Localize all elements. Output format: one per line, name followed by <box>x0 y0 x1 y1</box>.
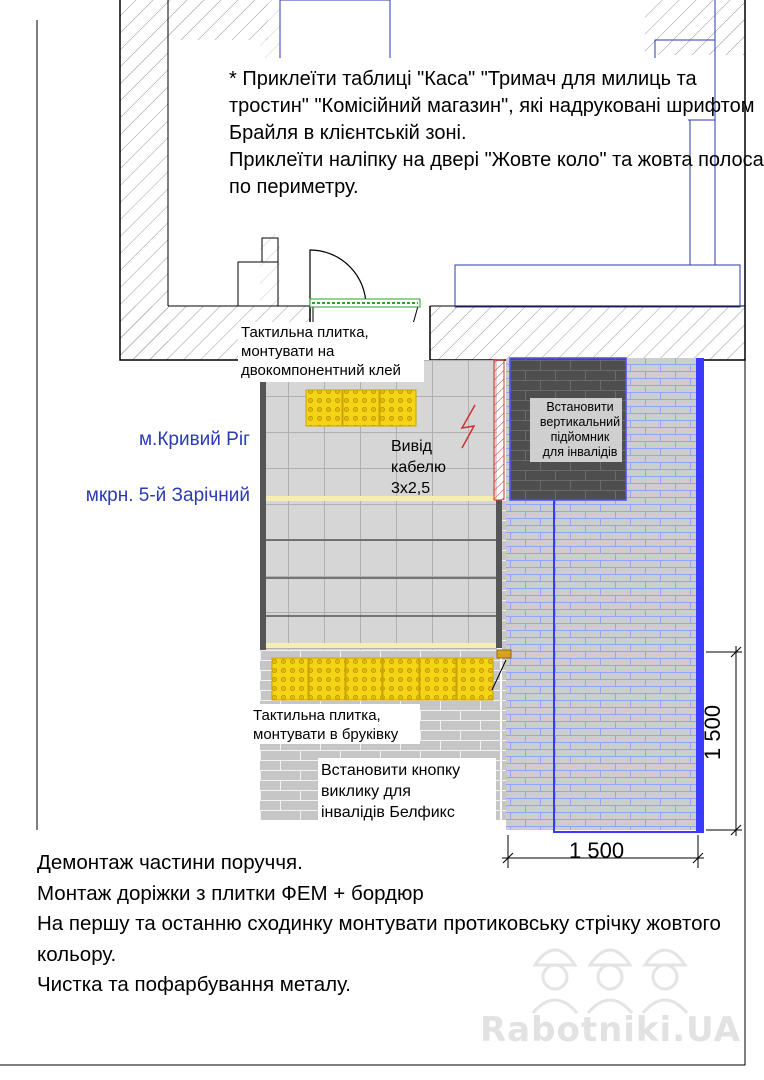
watermark-text: Rabotniki.UA <box>480 1010 741 1050</box>
dimension-vertical-value: 1 500 <box>700 704 725 760</box>
dimension-horizontal-value: 1 500 <box>569 838 625 863</box>
call-button-label: Встановити кнопку виклику для інвалідів Белфикс <box>321 762 461 821</box>
tactile-paving-label: Тактильна плитка, монтувати в бруківку <box>253 707 399 743</box>
lift-label: Встановити вертикальний підйомник для інвалідів <box>539 400 621 459</box>
tactile-tiles-bottom <box>272 658 493 700</box>
location-label <box>72 398 250 538</box>
ramp-edge <box>696 358 704 832</box>
braille-signs-note: * Приклеїти таблиці "Каса" "Тримач для милиць та тростин" "Комісійний магазин", які надруковані шрифтом Брайля в клієнтській зоні. Приклеїти наліпку на двері "Жовте коло" та жовта полоса по периметру. <box>229 68 764 198</box>
tactile-glue-label: Тактильна плитка, монтувати на двокомпонентний клей <box>241 324 401 379</box>
city-name: м.Кривий Ріг <box>138 429 250 450</box>
call-button-marker <box>497 650 511 658</box>
tactile-tiles-top <box>306 390 416 426</box>
cable-outlet-label: Вивід кабелю 3х2,5 <box>391 438 446 497</box>
district-name: мкрн. 5-й Зарічний <box>85 485 250 506</box>
work-list: Демонтаж частини поруччя. Монтаж доріжки з плитки ФЕМ + бордюр На першу та останню сходинку монтувати протиковську стрічку жовтого кольору. Чистка та пофарбування металу. <box>37 851 721 996</box>
cable-trench <box>494 360 504 500</box>
